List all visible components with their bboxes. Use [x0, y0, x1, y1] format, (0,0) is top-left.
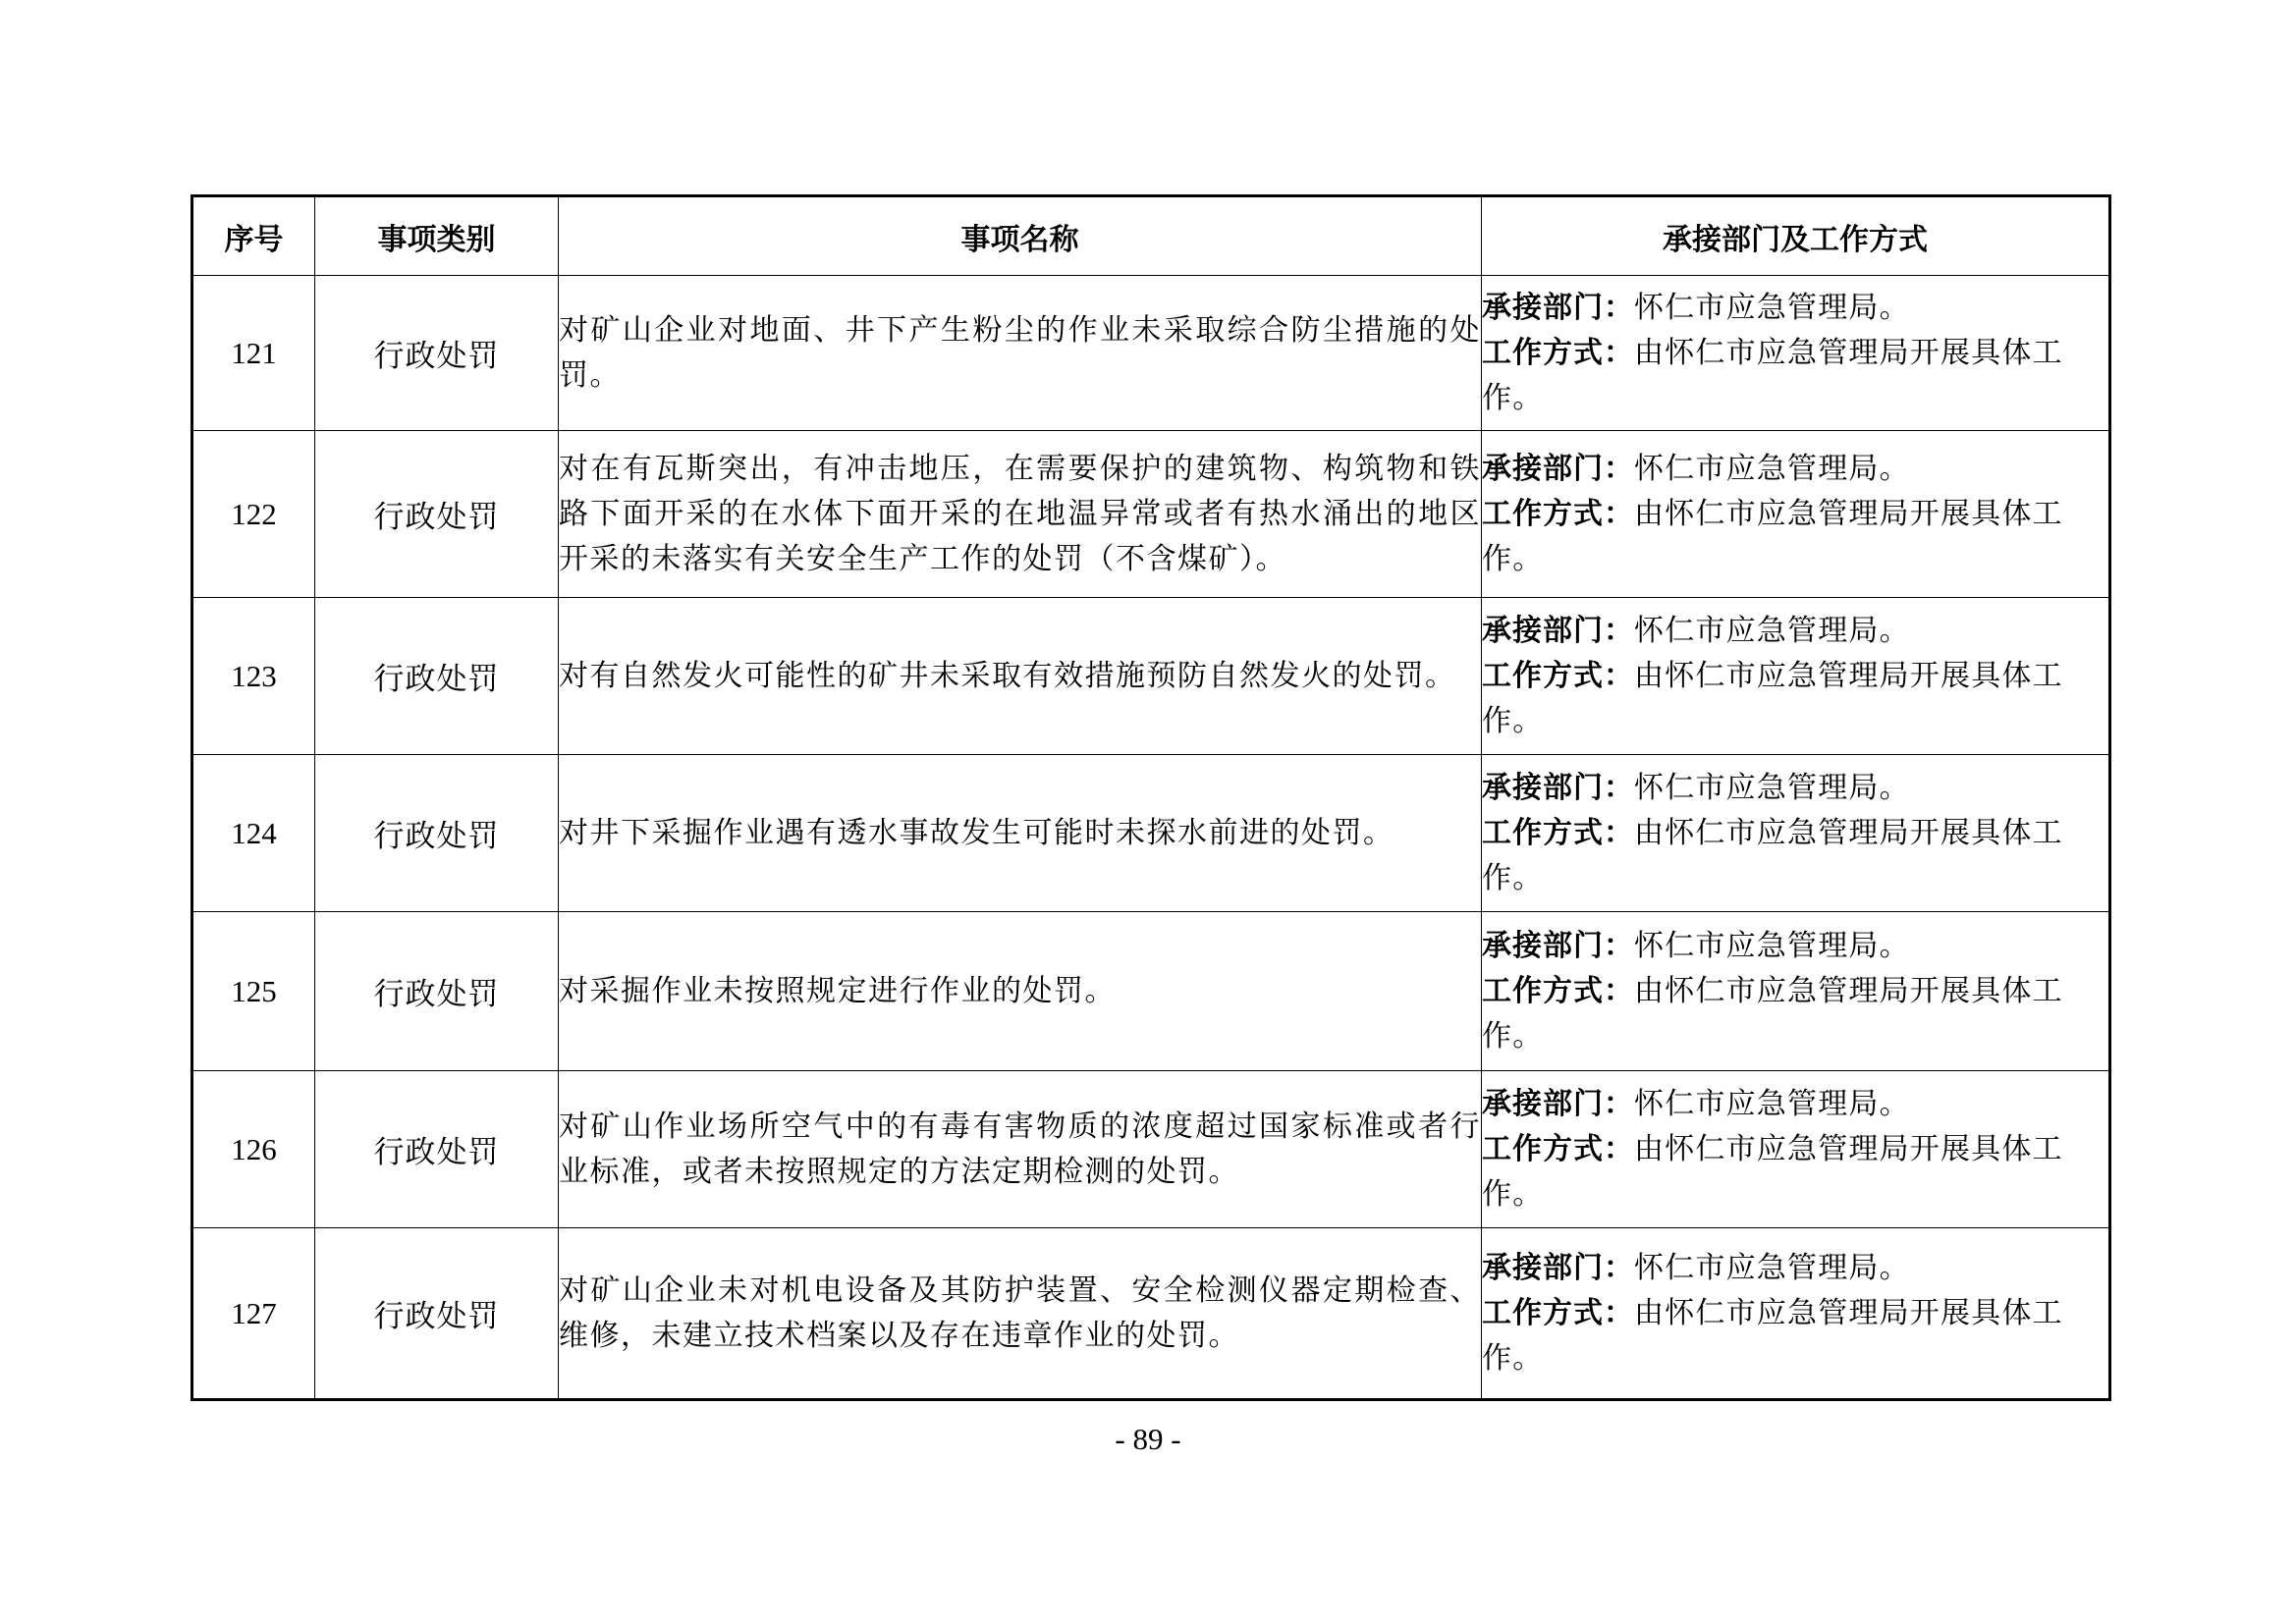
department-value: 怀仁市应急管理局。: [1634, 928, 1910, 963]
department-label: 承接部门：: [1482, 451, 1634, 486]
method-label: 工作方式：: [1482, 815, 1634, 850]
table-row: [192, 276, 2110, 431]
method-line: [1482, 659, 2063, 738]
department-line: [1482, 1246, 2108, 1291]
method-label: 工作方式：: [1482, 658, 1634, 693]
method-value: 由怀仁市应急管理局开展具体工作。: [1482, 658, 2063, 738]
row-serial-number: 126: [192, 1071, 315, 1228]
method-label: 工作方式：: [1482, 1131, 1634, 1166]
department-value: 怀仁市应急管理局。: [1634, 290, 1910, 325]
method-label: 工作方式：: [1482, 496, 1634, 531]
row-item-name: 对矿山企业未对机电设备及其防护装置、安全检测仪器定期检查、维修，未建立技术档案以及存在违章作业的处罚。: [559, 1228, 1482, 1400]
method-line: [1482, 1132, 2063, 1212]
department-line: [1482, 447, 2108, 492]
method-value: 由怀仁市应急管理局开展具体工作。: [1482, 1131, 2063, 1212]
method-line: [1482, 974, 2063, 1054]
department-value: 怀仁市应急管理局。: [1634, 451, 1910, 486]
row-serial-number: 124: [192, 755, 315, 912]
header-row: [192, 196, 2110, 276]
department-line: [1482, 924, 2108, 969]
row-department-cell: [1482, 598, 2110, 755]
row-department-cell: [1482, 1071, 2110, 1228]
table-row: [192, 598, 2110, 755]
method-label: 工作方式：: [1482, 1295, 1634, 1330]
row-item-name: 对采掘作业未按照规定进行作业的处罚。: [559, 912, 1482, 1071]
table-header: [192, 196, 2110, 276]
row-item-name: 对矿山作业场所空气中的有毒有害物质的浓度超过国家标准或者行业标准，或者未按照规定的方法定期检测的处罚。: [559, 1071, 1482, 1228]
header-item-name: 事项名称: [559, 196, 1482, 276]
row-department-cell: [1482, 912, 2110, 1071]
department-label: 承接部门：: [1482, 613, 1634, 648]
table-row: [192, 431, 2110, 598]
method-line: [1482, 1296, 2063, 1376]
header-serial-number: 序号: [192, 196, 315, 276]
row-department-cell: [1482, 1228, 2110, 1400]
department-line: [1482, 609, 2108, 654]
table-row: [192, 912, 2110, 1071]
method-value: 由怀仁市应急管理局开展具体工作。: [1482, 1295, 2063, 1376]
items-table: [191, 194, 2111, 1401]
department-value: 怀仁市应急管理局。: [1634, 1086, 1910, 1121]
department-value: 怀仁市应急管理局。: [1634, 613, 1910, 648]
table-row: [192, 1228, 2110, 1400]
row-item-category: 行政处罚: [315, 276, 559, 431]
row-serial-number: 127: [192, 1228, 315, 1400]
page-number: - 89 -: [1115, 1422, 1181, 1456]
department-value: 怀仁市应急管理局。: [1634, 770, 1910, 805]
department-line: [1482, 766, 2108, 811]
header-item-category: 事项类别: [315, 196, 559, 276]
row-item-name: 对有自然发火可能性的矿井未采取有效措施预防自然发火的处罚。: [559, 598, 1482, 755]
department-line: [1482, 1082, 2108, 1127]
row-serial-number: 125: [192, 912, 315, 1071]
department-label: 承接部门：: [1482, 928, 1634, 963]
method-value: 由怀仁市应急管理局开展具体工作。: [1482, 335, 2063, 415]
department-label: 承接部门：: [1482, 1086, 1634, 1121]
method-line: [1482, 336, 2063, 415]
department-label: 承接部门：: [1482, 1250, 1634, 1285]
row-item-category: 行政处罚: [315, 598, 559, 755]
method-label: 工作方式：: [1482, 973, 1634, 1008]
row-department-cell: [1482, 276, 2110, 431]
table-body: [192, 276, 2110, 1400]
row-serial-number: 123: [192, 598, 315, 755]
row-item-category: 行政处罚: [315, 1228, 559, 1400]
row-serial-number: 122: [192, 431, 315, 598]
department-label: 承接部门：: [1482, 770, 1634, 805]
method-value: 由怀仁市应急管理局开展具体工作。: [1482, 496, 2063, 576]
method-line: [1482, 497, 2063, 576]
row-item-category: 行政处罚: [315, 912, 559, 1071]
row-item-name: 对矿山企业对地面、井下产生粉尘的作业未采取综合防尘措施的处罚。: [559, 276, 1482, 431]
row-department-cell: [1482, 755, 2110, 912]
row-item-category: 行政处罚: [315, 755, 559, 912]
method-label: 工作方式：: [1482, 335, 1634, 370]
row-serial-number: 121: [192, 276, 315, 431]
department-value: 怀仁市应急管理局。: [1634, 1250, 1910, 1285]
row-item-category: 行政处罚: [315, 431, 559, 598]
table-row: [192, 1071, 2110, 1228]
row-item-category: 行政处罚: [315, 1071, 559, 1228]
department-line: [1482, 286, 2108, 331]
method-value: 由怀仁市应急管理局开展具体工作。: [1482, 815, 2063, 895]
department-label: 承接部门：: [1482, 290, 1634, 325]
row-item-name: 对在有瓦斯突出，有冲击地压，在需要保护的建筑物、构筑物和铁路下面开采的在水体下面开采的在地温异常或者有热水涌出的地区开采的未落实有关安全生产工作的处罚（不含煤矿）。: [559, 431, 1482, 598]
table-row: [192, 755, 2110, 912]
method-line: [1482, 816, 2063, 895]
row-department-cell: [1482, 431, 2110, 598]
row-item-name: 对井下采掘作业遇有透水事故发生可能时未探水前进的处罚。: [559, 755, 1482, 912]
method-value: 由怀仁市应急管理局开展具体工作。: [1482, 973, 2063, 1054]
header-department-and-method: 承接部门及工作方式: [1482, 196, 2110, 276]
